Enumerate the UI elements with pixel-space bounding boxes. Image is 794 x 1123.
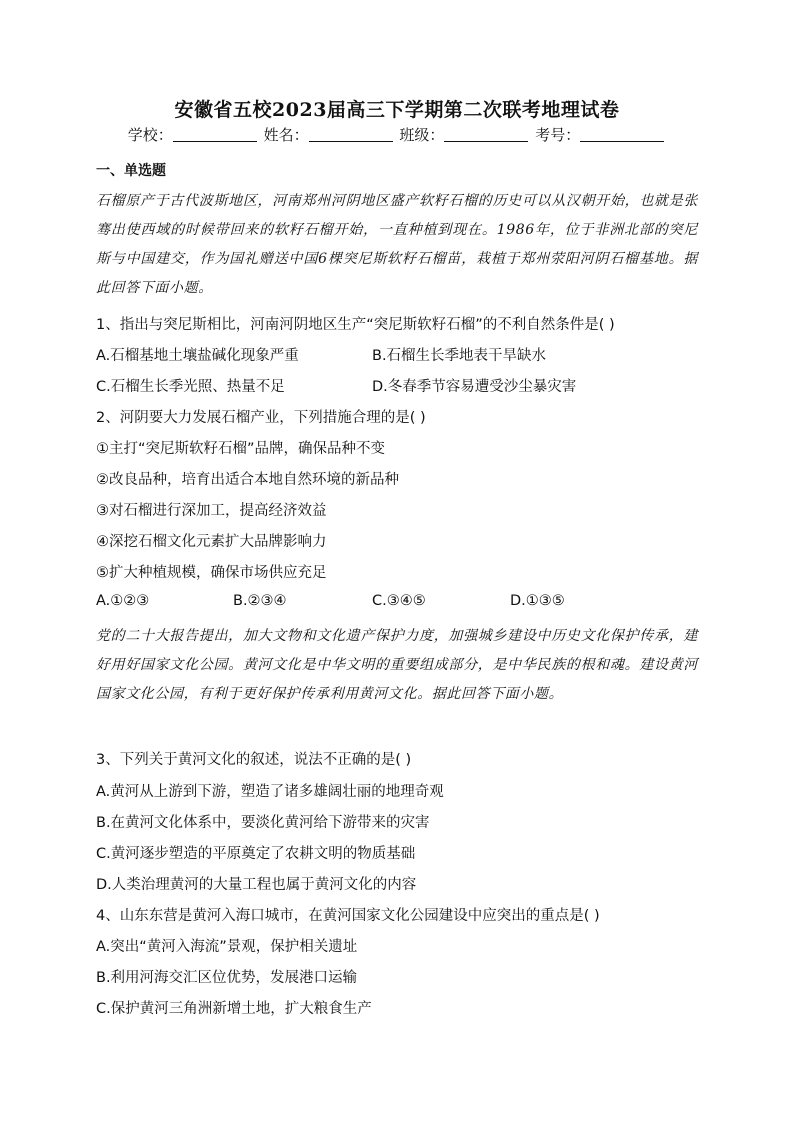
q3-option-a[interactable]: A.黄河从上游到下游，塑造了诸多雄阔壮丽的地理奇观	[96, 784, 444, 800]
q2-item-5: ⑤扩大种植规模，确保市场供应充足	[96, 565, 327, 581]
question-3-stem: 3、下列关于黄河文化的叙述，说法不正确的是( )	[96, 752, 412, 768]
q3-option-b[interactable]: B.在黄河文化体系中，要淡化黄河给下游带来的灾害	[96, 815, 430, 831]
class-label: 班级：	[399, 126, 445, 144]
q4-option-a[interactable]: A.突出“黄河入海流”景观，保护相关遗址	[96, 939, 358, 955]
question-2-stem: 2、河阴要大力发展石榴产业，下列措施合理的是( )	[96, 410, 426, 426]
q3-option-d[interactable]: D.人类治理黄河的大量工程也属于黄河文化的内容	[96, 877, 417, 893]
exam-number-blank[interactable]	[580, 127, 664, 142]
q2-option-d[interactable]: D.①③⑤	[510, 593, 565, 609]
q2-item-2: ②改良品种，培育出适合本地自然环境的新品种	[96, 472, 399, 488]
passage-1: 石榴原产于古代波斯地区，河南郑州河阴地区盛产软籽石榴的历史可以从汉朝开始，也就是张骞出使西域的时候带回来的软籽石榴开始，一直种植到现在。1986年，位于非洲北部的突尼斯与中国建交，作为国礼赠送中国6棵突尼斯软籽石榴苗，栽植于郑州荥阳河阴石榴基地。据此回答下面小题。	[96, 193, 698, 296]
name-label: 姓名：	[263, 126, 309, 144]
exam-number-label: 考号：	[535, 126, 581, 144]
question-1-stem: 1、指出与突尼斯相比，河南河阴地区生产“突尼斯软籽石榴”的不利自然条件是( )	[96, 317, 615, 333]
q2-item-3: ③对石榴进行深加工，提高经济效益	[96, 503, 327, 519]
q2-item-4: ④深挖石榴文化元素扩大品牌影响力	[96, 534, 327, 550]
name-blank[interactable]	[309, 127, 393, 142]
school-blank[interactable]	[173, 127, 257, 142]
q2-option-b[interactable]: B.②③④	[233, 593, 287, 609]
class-blank[interactable]	[444, 127, 528, 142]
q3-option-c[interactable]: C.黄河逐步塑造的平原奠定了农耕文明的物质基础	[96, 846, 416, 862]
student-info-row	[0, 124, 794, 145]
q1-option-d[interactable]: D.冬春季节容易遭受沙尘暴灾害	[372, 379, 577, 395]
q4-option-c[interactable]: C.保护黄河三角洲新增土地，扩大粮食生产	[96, 1001, 372, 1017]
q2-option-a[interactable]: A.①②③	[96, 593, 150, 609]
q2-option-c[interactable]: C.③④⑤	[372, 593, 426, 609]
q1-option-c[interactable]: C.石榴生长季光照、热量不足	[96, 379, 285, 395]
question-4-stem: 4、山东东营是黄河入海口城市，在黄河国家文化公园建设中应突出的重点是( )	[96, 908, 600, 924]
exam-title: 安徽省五校2023届高三下学期第二次联考地理试卷	[174, 99, 620, 121]
q4-option-b[interactable]: B.利用河海交汇区位优势，发展港口运输	[96, 970, 358, 986]
school-label: 学校：	[127, 126, 173, 144]
q1-option-b[interactable]: B.石榴生长季地表干旱缺水	[372, 348, 547, 364]
q1-option-a[interactable]: A.石榴基地土壤盐碱化现象严重	[96, 348, 299, 364]
passage-2: 党的二十大报告提出，加大文物和文化遗产保护力度，加强城乡建设中历史文化保护传承，建好用好国家文化公园。黄河文化是中华文明的重要组成部分，是中华民族的根和魂。建设黄河国家文化公园，有利于更好保护传承利用黄河文化。据此回答下面小题。	[96, 628, 698, 702]
q2-item-1: ①主打“突尼斯软籽石榴”品牌，确保品种不变	[96, 441, 386, 457]
section-title: 一、单选题	[96, 163, 166, 179]
